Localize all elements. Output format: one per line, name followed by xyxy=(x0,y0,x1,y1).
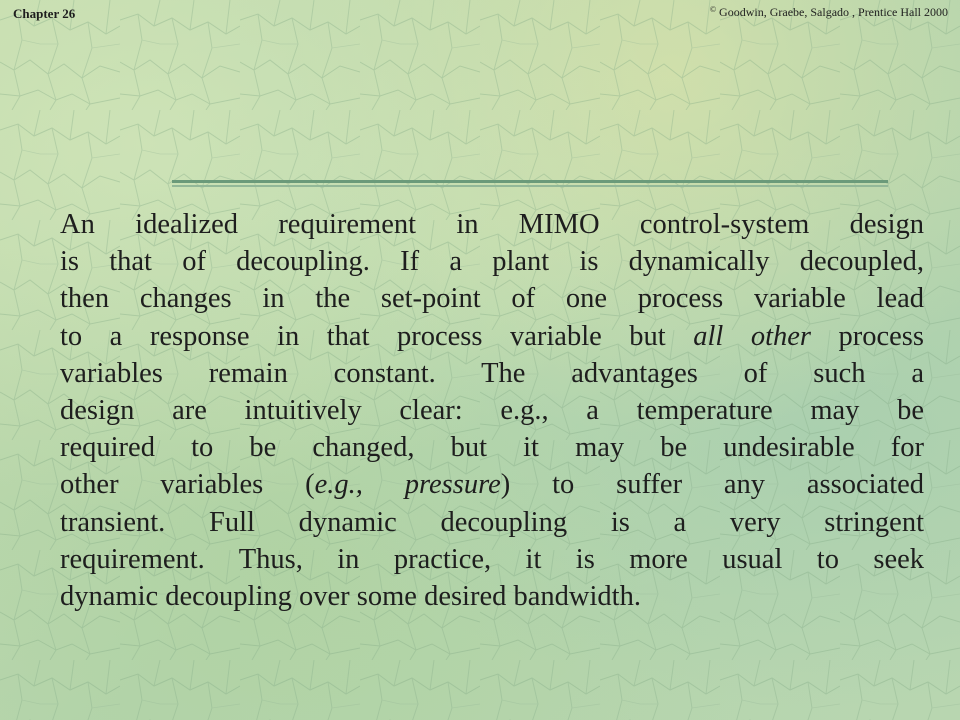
divider-line-bottom xyxy=(172,185,888,187)
paragraph-line xyxy=(60,392,924,429)
paragraph-line xyxy=(60,466,924,503)
line-text: transient. Full dynamic decoupling is a very stringent xyxy=(60,506,924,538)
copyright-notice xyxy=(710,5,948,20)
line-text: process xyxy=(811,320,924,352)
line-text: requirement. Thus, in practice, it is more usual to seek xyxy=(60,543,924,575)
paragraph-line xyxy=(60,541,924,578)
chapter-label: Chapter 26 xyxy=(13,6,76,21)
divider-line-top xyxy=(172,180,888,183)
paragraph-line xyxy=(60,504,924,541)
body-paragraph xyxy=(60,206,924,615)
paragraph-line xyxy=(60,578,924,615)
paragraph-line xyxy=(60,280,924,317)
paragraph-line xyxy=(60,318,924,355)
emphasis-text: e.g., pressure xyxy=(314,469,501,501)
paragraph-line xyxy=(60,206,924,243)
line-text: variables remain constant. The advantages of such a xyxy=(60,357,924,389)
paragraph-line xyxy=(60,429,924,466)
paragraph-line xyxy=(60,243,924,280)
line-text: required to be changed, but it may be undesirable for xyxy=(60,432,924,464)
line-text: is that of decoupling. If a plant is dynamically decoupled, xyxy=(60,246,924,278)
line-text: design are intuitively clear: e.g., a temperature may be xyxy=(60,395,924,427)
emphasis-text: all other xyxy=(693,320,811,352)
line-text: to a response in that process variable but xyxy=(60,320,694,352)
line-text: dynamic decoupling over some desired bandwidth. xyxy=(60,581,641,613)
line-text: ) to suffer any associated xyxy=(500,469,925,501)
title-divider xyxy=(172,180,888,187)
line-text: other variables ( xyxy=(60,469,315,501)
copyright-symbol: © xyxy=(709,5,717,14)
paragraph-line xyxy=(60,355,924,392)
line-text: An idealized requirement in MIMO control-system design xyxy=(60,209,924,240)
line-text: then changes in the set-point of one process variable lead xyxy=(60,283,924,315)
copyright-text: Goodwin, Graebe, Salgado , Prentice Hall 2000 xyxy=(716,5,948,19)
